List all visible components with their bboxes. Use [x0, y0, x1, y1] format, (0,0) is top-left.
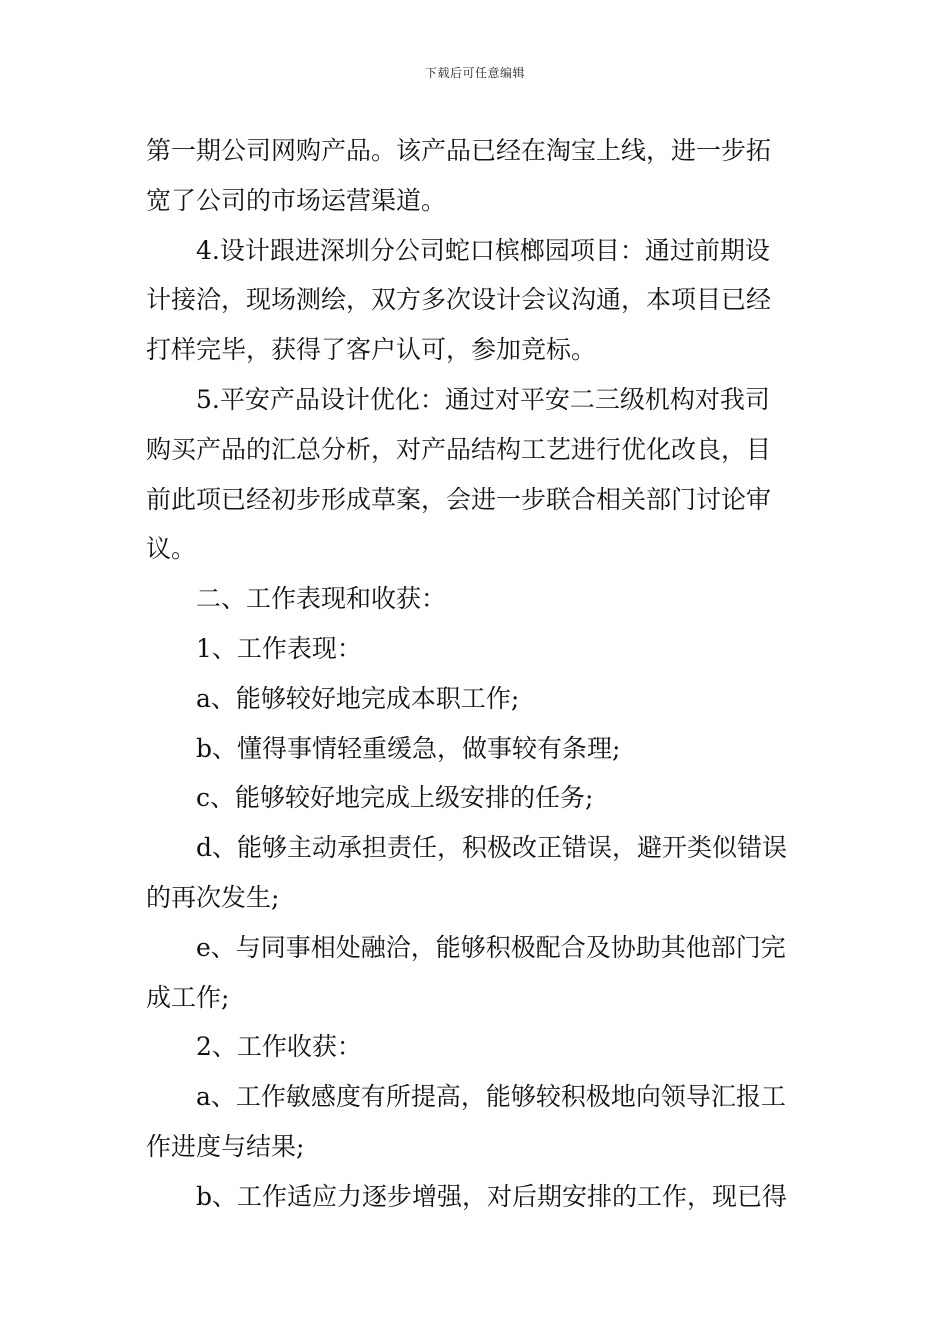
subsection-heading: 1、工作表现： [196, 633, 362, 663]
text-line: 前此项已经初步形成草案，会进一步联合相关部门讨论审 [146, 484, 772, 514]
subsection-heading: 2、工作收获： [196, 1032, 362, 1062]
list-item: a、工作敏感度有所提高，能够较积极地向领导汇报工 [196, 1082, 786, 1112]
text-line: 的再次发生; [146, 882, 280, 912]
list-item: b、工作适应力逐步增强，对后期安排的工作，现已得 [196, 1181, 788, 1211]
list-item: b、懂得事情轻重缓急，做事较有条理; [196, 733, 621, 763]
text-line: 第一期公司网购产品。该产品已经在淘宝上线，进一步拓 [146, 136, 772, 165]
list-item: d、能够主动承担责任，积极改正错误，避开类似错误 [196, 833, 788, 863]
text-line: 计接洽，现场测绘，双方多次设计会议沟通，本项目已经 [146, 285, 772, 315]
text-line: 5.平安产品设计优化：通过对平安二三级机构对我司 [196, 384, 770, 414]
text-line: 议。 [146, 534, 197, 564]
text-line: 成工作; [146, 982, 230, 1012]
list-item: c、能够较好地完成上级安排的任务; [196, 783, 594, 813]
text-line: 宽了公司的市场运营渠道。 [146, 185, 447, 215]
page-header: 下载后可任意编辑 [424, 66, 525, 80]
list-item: e、与同事相处融洽，能够积极配合及协助其他部门完 [196, 932, 786, 962]
section-heading: 二、工作表现和收获： [196, 584, 447, 614]
list-item: a、能够较好地完成本职工作; [196, 683, 520, 713]
text-line: 作进度与结果; [146, 1131, 305, 1161]
text-line: 4.设计跟进深圳分公司蛇口槟榔园项目：通过前期设 [196, 235, 770, 265]
text-line: 打样完毕，获得了客户认可，参加竞标。 [146, 335, 597, 365]
document-body [146, 126, 806, 1222]
text-line: 购买产品的汇总分析，对产品结构工艺进行优化改良，目 [146, 434, 772, 464]
